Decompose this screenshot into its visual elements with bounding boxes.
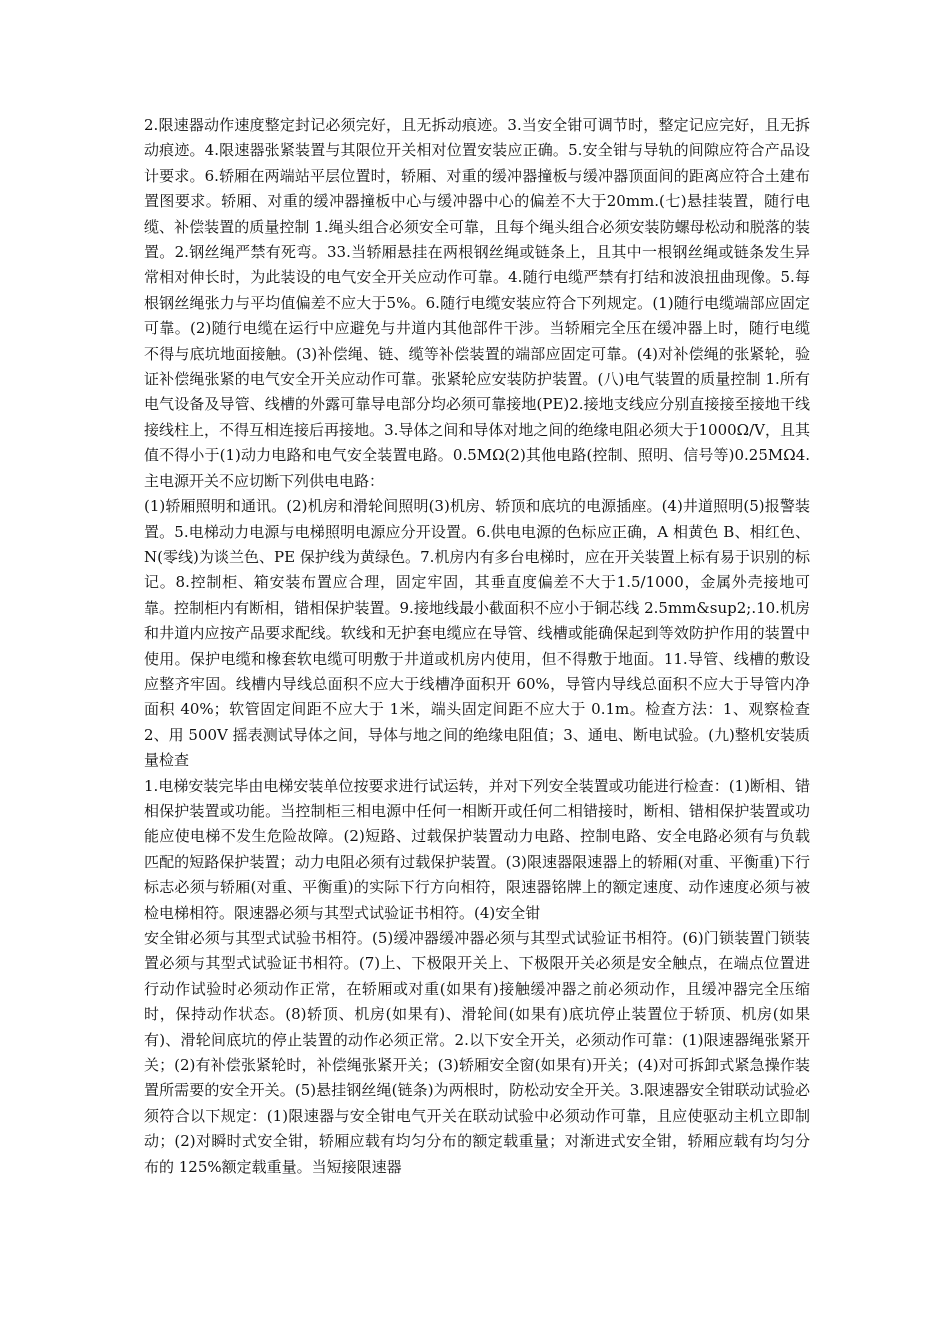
paragraph-1: 2.限速器动作速度整定封记必须完好，且无拆动痕迹。3.当安全钳可调节时，整定记应完好，且无拆动痕迹。4.限速器张紧装置与其限位开关相对位置安装应正确。5.安全钳与导轨的间隙应符合产品设计要求。6.轿厢在两端站平层位置时，轿厢、对重的缓冲器撞板与缓冲器顶面间的距离应符合土建布置图要求。轿厢、对重的缓冲器撞板中心与缓冲器中心的偏差不大于20mm.(七)悬挂装置，随行电缆、补偿装置的质量控制 1.绳头组合必须安全可靠，且每个绳头组合必须安装防螺母松动和脱落的装置。2.钢丝绳严禁有死弯。33.当轿厢悬挂在两根钢丝绳或链条上，且其中一根钢丝绳或链条发生异常相对伸长时，为此装设的电气安全开关应动作可靠。4.随行电缆严禁有打结和波浪扭曲现像。5.每根钢丝绳张力与平均值偏差不应大于5%。6.随行电缆安装应符合下列规定。(1)随行电缆端部应固定可靠。(2)随行电缆在运行中应避免与井道内其他部件干涉。当轿厢完全压在缓冲器上时，随行电缆不得与底坑地面接触。(3)补偿绳、链、缆等补偿装置的端部应固定可靠。(4)对补偿绳的张紧轮，验证补偿绳张紧的电气安全开关应动作可靠。张紧轮应安装防护装置。(八)电气装置的质量控制 1.所有电气设备及导管、线槽的外露可靠导电部分均必须可靠接地(PE)2.接地支线应分别直接接至接地干线接线柱上，不得互相连接后再接地。3.导体之间和导体对地之间的绝缘电阻必须大于1000Ω/V，且其值不得小于(1)动力电路和电气安全装置电路。0.5MΩ(2)其他电路(控制、照明、信号等)0.25MΩ4.主电源开关不应切断下列供电电路： — [144, 116, 810, 490]
paragraph-4: 安全钳必须与其型式试验书相符。(5)缓冲器缓冲器必须与其型式试验证书相符。(6)门锁装置门锁装置必须与其型式试验证书相符。(7)上、下极限开关上、下极限开关必须是安全触点，在端点位置进行动作试验时必须动作正常，在轿厢或对重(如果有)接触缓冲器之前必须动作，且缓冲器完全压缩时，保持动作状态。(8)轿顶、机房(如果有)、滑轮间(如果有)底坑停止装置位于轿顶、机房(如果有)、滑轮间底坑的停止装置的动作必须正常。2.以下安全开关，必须动作可靠：(1)限速器绳张紧开关；(2)有补偿张紧轮时，补偿绳张紧开关；(3)轿厢安全窗(如果有)开关；(4)对可拆卸式紧急操作装置所需要的安全开关。(5)悬挂钢丝绳(链条)为两根时，防松动安全开关。3.限速器安全钳联动试验必须符合以下规定：(1)限速器与安全钳电气开关在联动试验中必须动作可靠，且应使驱动主机立即制动；(2)对瞬时式安全钳，轿厢应载有均匀分布的额定载重量；对渐进式安全钳，轿厢应载有均匀分布的 125%额定载重量。当短接限速器 — [144, 929, 810, 1176]
document-page — [144, 113, 810, 1180]
paragraph-2: (1)轿厢照明和通讯。(2)机房和滑轮间照明(3)机房、轿顶和底坑的电源插座。(4)井道照明(5)报警装置。5.电梯动力电源与电梯照明电源应分开设置。6.供电电源的色标应正确，A 相黄色 B、相红色、N(零线)为谈兰色、PE 保护线为黄绿色。7.机房内有多台电梯时，应在开关装置上标有易于识别的标记。8.控制柜、箱安装布置应合理，固定牢固，其垂直度偏差不大于1.5/1000，金属外壳接地可靠。控制柜内有断相，错相保护装置。9.接地线最小截面积不应小于铜芯线 2.5mm&sup2;.10.机房和井道内应按产品要求配线。软线和无护套电缆应在导管、线槽或能确保起到等效防护作用的装置中使用。保护电缆和橡套软电缆可明敷于井道或机房内使用，但不得敷于地面。11.导管、线槽的敷设应整齐牢固。线槽内导线总面积不应大于线槽净面积开 60%，导管内导线总面积不应大于导管内净面积 40%；软管固定间距不应大于 1米，端头固定间距不应大于 0.1m。检查方法：1、观察检查 2、用 500V 摇表测试导体之间，导体与地之间的绝缘电阻值；3、通电、断电试验。(九)整机安装质量检查 — [144, 497, 810, 770]
paragraph-3: 1.电梯安装完毕由电梯安装单位按要求进行试运转，并对下列安全装置或功能进行检查：(1)断相、错相保护装置或功能。当控制柜三相电源中任何一相断开或任何二相错接时，断相、错相保护装置或功能应使电梯不发生危险故障。(2)短路、过载保护装置动力电路、控制电路、安全电路必须有与负载匹配的短路保护装置；动力电阻必须有过载保护装置。(3)限速器限速器上的轿厢(对重、平衡重)下行标志必须与轿厢(对重、平衡重)的实际下行方向相符，限速器铭牌上的额定速度、动作速度必须与被检电梯相符。限速器必须与其型式试验证书相符。(4)安全钳 — [144, 776, 810, 922]
